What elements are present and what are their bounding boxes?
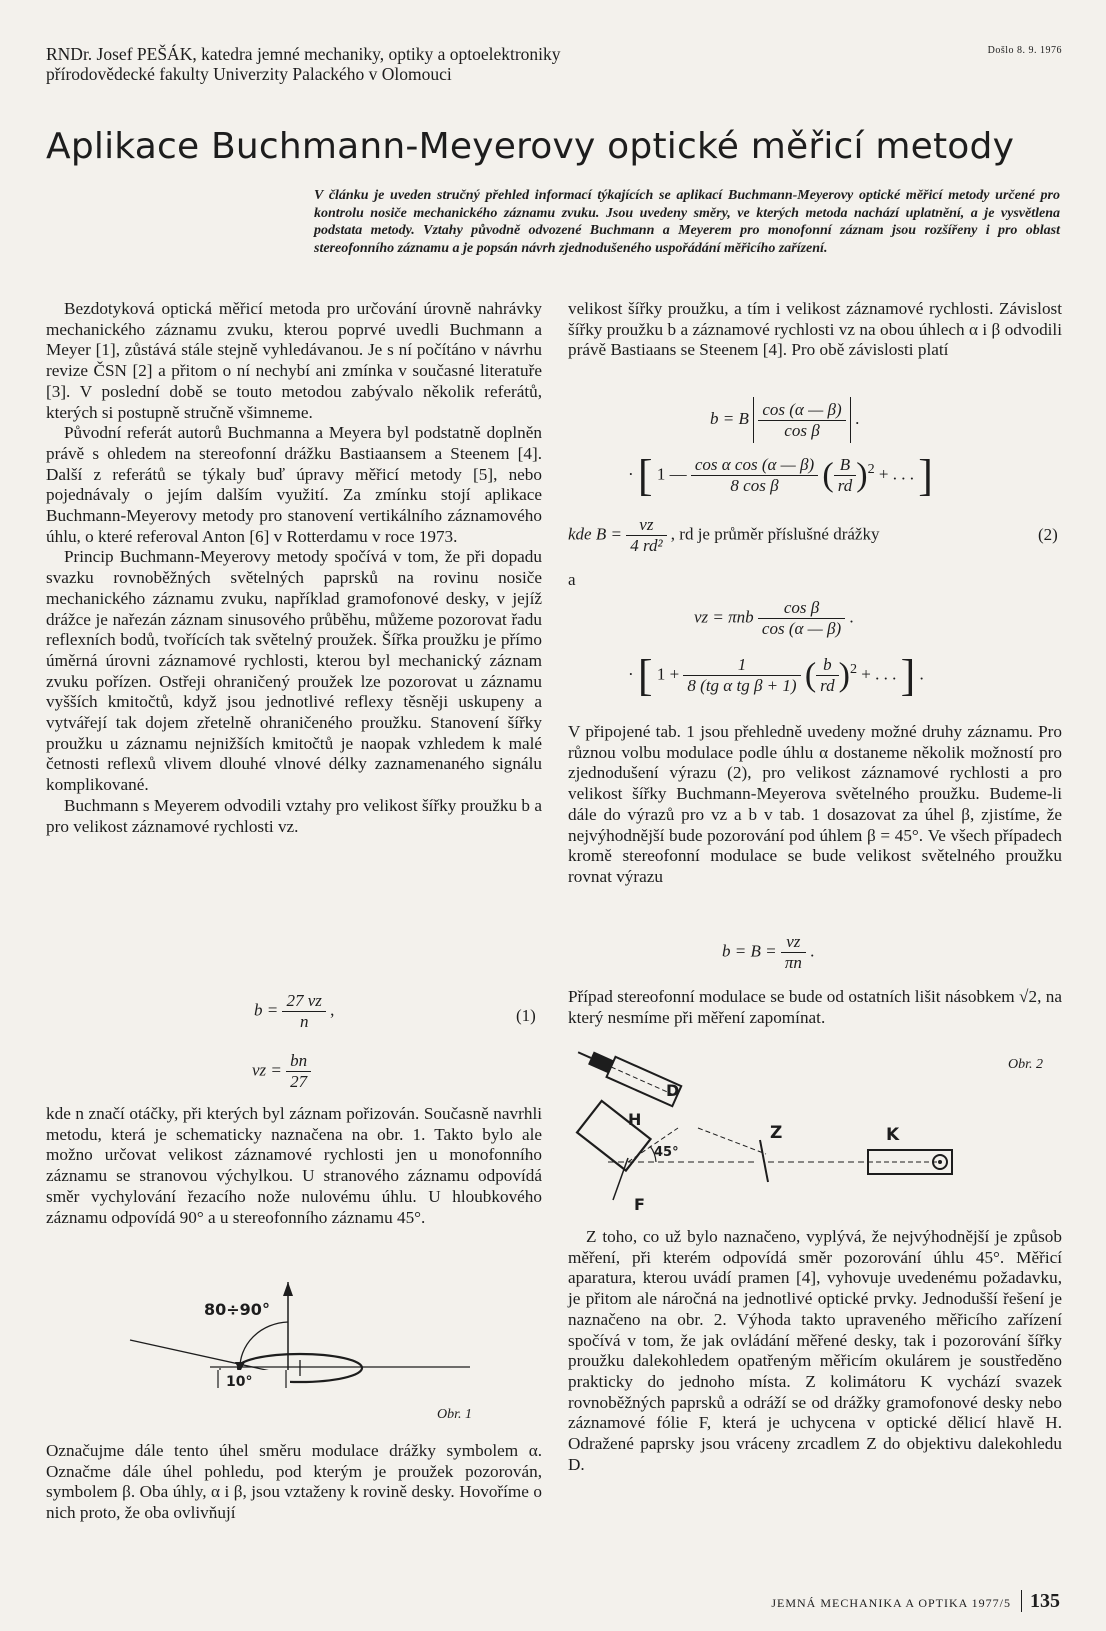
paragraph: Princip Buchmann-Meyerovy metody spočívá v tom, že při dopadu svazku rovnoběžných světelných paprsků na rovinu nosiče mechanického záznamu zvuku, například gramofonové desky, v jejíž drážce je nařezán záznam sinusového průběhu, můžeme pozorovat řadu reflexních bodů, tvořících tak světelný proužek. Šířka proužku je přímo úměrná úrovni záznamové rychlosti, kterou byl mechanický záznam zvuku pořízen. Ostřeji ohraničený proužek lze pozorovat u záznamu vyšších kmitočtů, když jsou jednotlivé reflexy těsněji uskupeny a vytvářejí tak dojem zřetelně ohraničeného proužku. Stanovení šířky proužku u záznamu nejnižších kmitočtů je naopak vzhledem k malé četnosti reflexů vlivem dlouhé vlnové délky zaznamenaného signálu komplikované. [46,547,542,795]
figure-2-caption: Obr. 2 [1008,1057,1044,1072]
mirror-Z [760,1140,768,1182]
angle-arc [240,1322,288,1370]
received-date: Došlo 8. 9. 1976 [987,45,1062,56]
eq-fraction [781,932,806,973]
left-column-top [46,299,542,837]
eq-denominator: 4 rd² [630,536,663,555]
right-column-middle [568,722,1062,888]
eq-numerator: 1 [683,655,800,676]
eq-denominator: 8 cos β [730,476,779,495]
figure-1-caption: Obr. 1 [437,1407,473,1422]
label-F: F [634,1195,645,1214]
eq-numerator: 27 vz [282,991,325,1012]
eq-denominator: πn [784,953,802,972]
eq-numerator: cos α cos (α — β) [691,455,818,476]
eq-where-lhs: kde B = [568,524,622,544]
right-column-bottom [568,1227,1062,1475]
equation-2-number: (2) [1038,525,1058,544]
eq-denominator: 8 (tg α tg β + 1) [687,676,797,695]
eq-lhs: b = [254,1000,279,1020]
paragraph: Případ stereofonní modulace se bude od ostatních lišit násobkem √2, na který nesmíme při měření zapomínat. [568,987,1062,1027]
eq-numerator: cos β [758,598,845,619]
eq-lhs: b = B [710,408,749,428]
page-number: 135 [1021,1590,1060,1612]
eq-lhs: b = B = [722,941,777,961]
equation-1-number: (1) [516,1006,536,1025]
left-column-middle [46,1104,542,1228]
author-affiliation: RNDr. Josef PEŠÁK, katedra jemné mechaniky, optiky a optoelektroniky přírodovědecké fakulty Univerzity Palackého v Olomouci [46,44,561,84]
page-footer [771,1590,1060,1613]
foil-F-line [613,1158,628,1200]
paragraph: Původní referát autorů Buchmanna a Meyera byl podstatně doplněn právě s ohledem na stereofonní drážku Bastiaansem a Steenem [4]. Další z referátů se týkaly buď úpravy měřicí metody [5], nebo pojednávaly o jejím dalším využití. Za zmínku stojí aplikace Buchmann-Meyerovy metody pro stanovení vertikálního záznamového úhlu, o které referoval Anton [6] v Rotterdamu v roce 1973. [46,423,542,546]
paragraph: V připojené tab. 1 jsou přehledně uvedeny možné druhy záznamu. Pro různou volbu modulace podle úhlu α dostaneme několik možností pro zjednodušení výrazu (2), pro velikost záznamové rychlosti a pro velikost šířky Buchmann-Meyerova světelného proužku. Budeme-li dále do výrazů pro vz a b v tab. 1 dosazovat za úhel β, zjistíme, že nejvýhodnější bude pozorování pod úhlem β = 45°. Ve všech případech kromě stereofonní modulace se bude velikost světelného proužku rovnat výrazu [568,722,1062,886]
eq-fraction [286,1051,311,1092]
eq-numerator: cos (α — β) [758,400,845,421]
right-column-stereo-note [568,987,1062,1028]
eq-lhs: vz = πnb [694,607,754,627]
equation-3-line1: vz = πnb $\frac{\text{cos β}}{\cos (\alpha — \beta)}$ . [694,598,854,638]
eq-fraction [834,455,857,496]
equation-2-where [568,515,879,556]
eq-fraction [691,455,818,496]
paragraph: velikost šířky proužku, a tím i velikost záznamové rychlosti. Závislost šířky proužku b a záznamové rychlosti vz na obou úhlech α i β odvodili právě Bastiaans se Steenem [4]. Pro obě závislosti platí [568,299,1062,360]
angle-label-10: 10° [226,1374,253,1390]
label-45: 45° [654,1145,679,1160]
paragraph: Označujme dále tento úhel směru modulace drážky symbolem α. Označme dále úhel pohledu, pod kterým je proužek pozorován, symbolem β. Oba úhly, α i β, jsou vztaženy k rovině desky. Hovoříme o nich proto, že oba ovlivňují [46,1441,542,1523]
eq-fraction [282,991,325,1032]
eq-denominator: rd [837,476,853,495]
eq-fraction [758,598,845,639]
conjunction-and: a [568,570,576,589]
right-column-top [568,299,1062,361]
equation-3-line2: · [ 1 + $\frac{1}{\text{8 (tg α tg β + 1)}}$ ( $\frac{b}{rd}$ )$^2$ + . . . ] . [628,651,924,700]
paragraph: Bezdotyková optická měřicí metoda pro určování úrovně nahrávky mechanického záznamu zvuku, kterou poprvé uvedli Buchmann a Meyer [1], zůstává stále stejně vyhledávanou. Je s ní počítáno v návrhu revize ČSN [2] a přitom o ní nechybí ani zmínka v současné literatuře [3]. V poslední době se touto metodou zabývalo několik referátů, kterých si postupně stručně všimneme. [46,299,542,422]
eq-fraction [683,655,800,696]
eq-numerator: vz [781,932,806,953]
paragraph: kde n značí otáčky, při kterých byl záznam pořizován. Současně navrhli metodu, která je schematicky naznačena na obr. 1. Takto bylo ale možno určovat velikost záznamové rychlosti jen u monofonního záznamu se stranovou výchylkou. U stranového záznamu odpovídá směr vychylování řezacího nože nulovému úhlu. U hloubkového záznamu odpovídá 90° a u stereofonního záznamu 45°. [46,1104,542,1227]
label-Z: Z [770,1123,783,1143]
equation-4: b = B = $\frac{vz}{\pi n}$ . [722,932,815,972]
label-K: K [886,1125,900,1145]
eq-fraction [758,400,845,441]
article-title: Aplikace Buchmann-Meyerovy optické měřicí metody [46,126,1015,167]
label-H: H [628,1110,642,1129]
paragraph: Buchmann s Meyerem odvodili vztahy pro velikost šířky proužku b a pro velikost záznamové rychlosti vz. [46,795,542,836]
eq-lhs: vz = [252,1060,282,1080]
abstract: V článku je uveden stručný přehled informací týkajících se aplikací Buchmann-Meyerovy optické měřicí metody určené pro kontrolu nosiče mechanického záznamu zvuku. Jsou uvedeny směry, ve kterých metoda nachází uplatnění, a je vysvětlena podstata metody. Vztahy původně odvozené Buchmann a Meyerem pro monofonní záznam jsou rozšířeny i pro oblast stereofonního záznamu a je popsán návrh zjednodušeného uspořádání měřicího zařízení. [314,188,1060,256]
figure-2-diagram [568,1050,1008,1220]
eq-numerator: vz [626,515,666,536]
eq-denominator: n [299,1012,309,1031]
eq-denominator: 27 [290,1072,308,1091]
equation-2-line1: b = B $\frac{\cos (\alpha — \beta)}{\text{cos β}}$ . [710,397,859,443]
equation-2-line2: · [ 1 — $\frac{\text{cos α cos (α — β)}}{\text{8 cos β}}$ ( $\frac{B}{rd}$ )$^2$ + . . . ] [628,451,933,500]
eq-numerator: b [816,655,839,676]
eq-fraction [816,655,839,696]
reflected-ray [698,1128,766,1154]
equation-1b [252,1051,311,1092]
arrow-head-icon [283,1282,293,1296]
eq-denominator: cos β [784,420,820,440]
eq-numerator: B [834,455,857,476]
label-D: D [666,1081,680,1100]
eq-where-text: , rd je průměr příslušné drážky [670,524,880,544]
left-column-bottom [46,1441,542,1524]
eq-fraction [626,515,666,556]
journal-name: JEMNÁ MECHANIKA A OPTIKA 1977/5 [771,1596,1011,1610]
paragraph: Z toho, co už bylo naznačeno, vyplývá, že nejvýhodnější je způsob měření, při kterém odpovídá směr pozorování úhlu 45°. Měřicí aparatura, kterou uvádí pramen [4], vyhovuje uvedenému požadavku, je přitom ale náročná na jednotlivé optické prvky. Jednodušší řešení je naznačeno na obr. 2. Výhoda takto upraveného měřicího zařízení spočívá v tom, že jak ovládání měřené desky, tak i pozorování šířky proužku dalekohledem opatřeným měřicím okulárem je soustředěno prakticky do jednoho místa. Z kolimátoru K vychází svazek rovnoběžných paprsků a odráží se od drážky gramofonové desky nebo záznamové fólie F, která je uchycena v optické dělicí hlavě H. Odražené paprsky jsou vráceny zrcadlem Z do objektivu dalekohledu D. [568,1227,1062,1474]
equation-1: b = $\frac{27 vz}{n}$ , [254,991,335,1031]
eq-numerator: bn [286,1051,311,1072]
eq-denominator: cos (α — β) [761,619,842,638]
eq-denominator: rd [820,676,835,695]
angle-label-80-90: 80÷90° [204,1300,270,1319]
